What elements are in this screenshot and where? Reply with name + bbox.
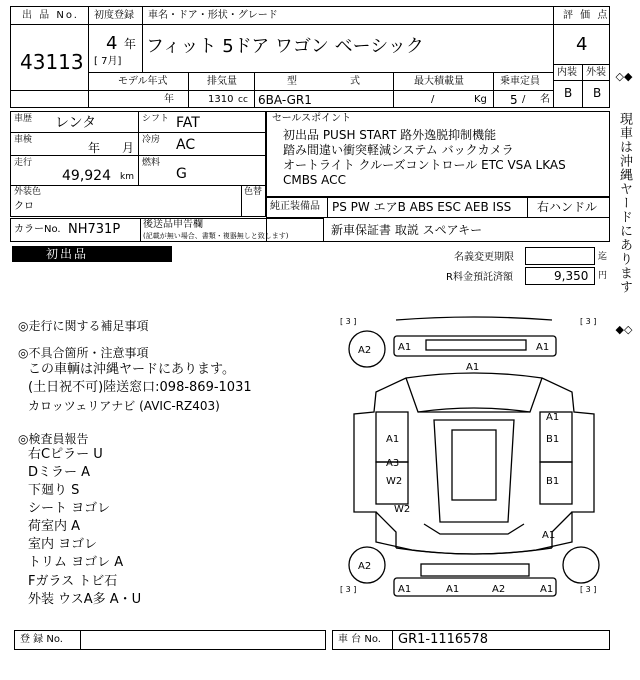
mark-left-rear-door-b: W2 <box>386 476 403 487</box>
exterior-grade: B <box>593 86 602 100</box>
ext-color-label: 外装色 <box>14 187 42 197</box>
shift-label: シフト <box>142 114 170 124</box>
mileage-value: 49,924 <box>62 168 111 184</box>
ac-label: 冷房 <box>142 135 161 145</box>
mark-rear-bumper-4: A1 <box>540 584 554 595</box>
type-value: 6BA-GR1 <box>258 93 312 107</box>
reg-month: [ 7月] <box>94 56 122 67</box>
chassis-number: GR1-1116578 <box>398 632 488 647</box>
exterior-label: 外装 <box>586 67 606 78</box>
defects-heading: ◎不具合箇所・注意事項 <box>18 346 149 360</box>
inspector-line: 右Cピラー U <box>28 447 103 462</box>
model-year-label: モデル年式 <box>118 76 168 87</box>
sales-line: オートライト クルーズコントロール ETC VSA LKAS <box>283 158 566 172</box>
capacity-unit: 名 <box>540 94 550 105</box>
yard-location-sidebar <box>614 70 634 370</box>
wheel-rear-right <box>563 547 599 583</box>
recycle-value: 9,350 <box>554 269 589 283</box>
displacement-label: 排気量 <box>207 76 237 87</box>
inspector-heading: ◎検査員報告 <box>18 432 89 446</box>
car-damage-diagram <box>336 312 612 602</box>
inspector-line: Dミラー A <box>28 465 91 480</box>
inspection-month-unit: 月 <box>122 141 135 155</box>
cabin <box>434 420 514 522</box>
displacement-unit: cc <box>238 95 248 105</box>
history-label: 車歴 <box>14 114 33 124</box>
max-load-slash: / <box>431 94 435 105</box>
inspector-line: Fガラス トビ石 <box>28 574 118 589</box>
inspector-line: 下廻り S <box>28 483 80 498</box>
sales-points-label: セールスポイント <box>272 113 352 124</box>
mark-rear-bumper-1: A1 <box>398 584 412 595</box>
inspector-line: シート ヨゴレ <box>28 501 111 516</box>
mark-right-rear-door: B1 <box>546 476 560 487</box>
mark-left-front-door: A1 <box>386 434 400 445</box>
hood <box>406 378 542 412</box>
front-bumper <box>394 336 556 356</box>
handle-value: 右ハンドル <box>537 200 598 214</box>
fuel-value: G <box>176 166 187 182</box>
max-load-unit: Kg <box>474 94 487 105</box>
color-change-label: 色替 <box>244 187 263 197</box>
interior-label: 内装 <box>557 67 577 78</box>
warranty-items: 新車保証書 取説 スペアキー <box>331 223 483 237</box>
mark-right-front-door: B1 <box>546 434 560 445</box>
mark-right-front-fender: A1 <box>546 412 560 423</box>
mileage-label: 走行 <box>14 158 33 168</box>
recycle-unit: 円 <box>598 271 608 281</box>
after-delivery-label: 後送品申告欄 <box>143 219 203 230</box>
color-no-label: カラーNo. <box>14 224 61 235</box>
equipment-items: PS PW エアB ABS ESC AEB ISS <box>332 200 512 214</box>
mark-right-rear-fender: A1 <box>542 530 556 541</box>
capacity-label: 乗車定員 <box>500 76 540 87</box>
reg-year-unit: 年 <box>124 37 137 51</box>
mark-rear-bumper-2: A1 <box>446 584 460 595</box>
max-load-label: 最大積載量 <box>414 76 464 87</box>
rear-bumper <box>394 578 556 596</box>
defects-line: この車輌は沖縄ヤードにあります。 <box>28 362 235 377</box>
mileage-unit: km <box>120 172 134 182</box>
inspector-line: 外装 ウスA多 A・U <box>28 592 142 607</box>
sales-line: 初出品 PUSH START 路外逸脱抑制機能 <box>283 128 497 142</box>
type-label-2: 式 <box>350 76 360 87</box>
recycle-label: R料金預託済額 <box>446 272 513 283</box>
shift-value: FAT <box>176 115 200 131</box>
corner-count-tr: [ 3 ] <box>580 317 597 326</box>
ac-value: AC <box>176 137 196 153</box>
mark-rear-bumper-3: A2 <box>492 584 506 595</box>
score-label: 評 価 点 <box>563 10 610 21</box>
color-no-value: NH731P <box>68 222 121 237</box>
sales-line: CMBS ACC <box>283 173 346 187</box>
first-reg-label: 初度登録 <box>94 10 134 21</box>
mark-left-rear-door-a: A3 <box>386 458 400 469</box>
name-change-label: 名義変更期限 <box>454 252 514 263</box>
sidebar-vertical-text: 現車は沖縄ヤードにあります <box>617 112 632 294</box>
defects-line: カロッツェリアナビ (AVIC-RZ403) <box>28 399 220 413</box>
defects-line: (土日祝不可)陸送窓口:098-869-1031 <box>28 380 252 395</box>
car-name-label: 車名・ドア・形状・グレード <box>148 10 278 21</box>
inspector-line: 室内 ヨゴレ <box>28 537 98 552</box>
mark-hood: A1 <box>466 362 480 373</box>
corner-count-br: [ 3 ] <box>580 585 597 594</box>
corner-count-bl: [ 3 ] <box>340 585 357 594</box>
car-name: フィット 5ドア ワゴン ベーシック <box>146 36 424 57</box>
driving-heading: ◎走行に関する補足事項 <box>18 319 149 333</box>
sidebar-top-marks: ◇◆ <box>615 70 633 83</box>
capacity-slash: / <box>522 94 526 105</box>
reg-no-label: 登 録 No. <box>20 634 63 645</box>
equipment-label: 純正装備品 <box>270 201 320 212</box>
corner-count-tl: [ 3 ] <box>340 317 357 326</box>
first-listing-badge <box>12 246 172 262</box>
interior-grade: B <box>564 86 573 100</box>
name-change-box <box>525 247 595 265</box>
mark-front-bumper-right: A1 <box>536 342 550 353</box>
history-value: レンタ <box>55 115 97 131</box>
model-year-unit: 年 <box>164 94 174 105</box>
mark-front-left-wheel: A2 <box>358 345 372 356</box>
type-label: 型 <box>287 76 297 87</box>
ext-color-value: クロ <box>14 201 34 212</box>
sales-line: 踏み間違い衝突軽減システム バックカメラ <box>283 143 514 157</box>
score-value: 4 <box>576 34 588 55</box>
lot-number: 43113 <box>20 50 84 74</box>
mark-front-bumper-left: A1 <box>398 342 412 353</box>
inspector-line: トリム ヨゴレ A <box>28 555 124 570</box>
displacement-value: 1310 <box>208 94 234 105</box>
capacity-value: 5 <box>510 93 518 107</box>
fuel-label: 燃料 <box>142 158 161 168</box>
name-change-unit: 迄 <box>598 252 608 262</box>
chassis-label: 車 台 No. <box>338 634 381 645</box>
sidebar-bottom-marks: ◆◇ <box>615 323 633 336</box>
first-listing-text: 初出品 <box>46 247 89 261</box>
mark-rear-left-wheel: A2 <box>358 561 372 572</box>
inspector-line: 荷室内 A <box>28 519 81 534</box>
reg-year: 4 <box>106 33 118 54</box>
inspection-year-unit: 年 <box>88 141 101 155</box>
inspection-label: 車検 <box>14 135 33 145</box>
lot-label: 出 品 No. <box>22 10 79 21</box>
after-delivery-note: (記載が無い場合、書類・複器無しと致します) <box>143 232 289 240</box>
mark-left-rear-fender: W2 <box>394 504 411 515</box>
